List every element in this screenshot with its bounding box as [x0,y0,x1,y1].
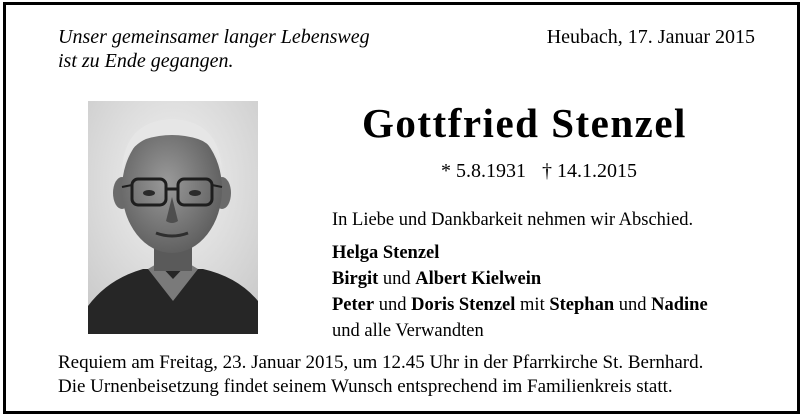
place-and-date: Heubach, 17. Januar 2015 [546,26,755,48]
mourner-line [332,292,708,318]
mourner-name: Birgit [332,269,379,289]
requiem-info [58,351,703,399]
requiem-line-2: Die Urnenbeisetzung findet seinem Wunsch entsprechend im Familienkreis statt. [58,376,673,397]
motto-line-1: Unser gemeinsamer langer Lebensweg [58,26,370,48]
farewell-text: In Liebe und Dankbarkeit nehmen wir Abschied. [332,210,694,230]
mourner-name: Nadine [651,295,708,315]
mourner-conjunction: und [614,295,652,315]
life-dates [441,158,653,184]
mourner-name: Peter [332,295,375,315]
portrait-photo [88,101,258,334]
motto-quote [58,25,370,73]
deceased-name: Gottfried Stenzel [362,100,687,146]
motto-line-2: ist zu Ende gegangen. [58,50,234,72]
mourner-name: Stephan [549,295,615,315]
obituary-notice [3,2,800,414]
mourners-list [332,240,708,344]
mourner-name: Helga Stenzel [332,243,440,263]
mourner-line [332,240,708,266]
mourner-conjunction: und [378,269,416,289]
mourner-line [332,266,708,292]
birth-date: * 5.8.1931 [441,160,526,182]
mourner-conjunction: und [374,295,412,315]
mourner-conjunction: mit [515,295,550,315]
mourner-name: Doris Stenzel [411,295,516,315]
mourner-line-relatives: und alle Verwandten [332,321,484,341]
death-date: † 14.1.2015 [542,160,637,182]
requiem-line-1: Requiem am Freitag, 23. Januar 2015, um 12.45 Uhr in der Pfarrkirche St. Bernhard. [58,352,704,373]
mourner-name: Albert Kielwein [415,269,542,289]
